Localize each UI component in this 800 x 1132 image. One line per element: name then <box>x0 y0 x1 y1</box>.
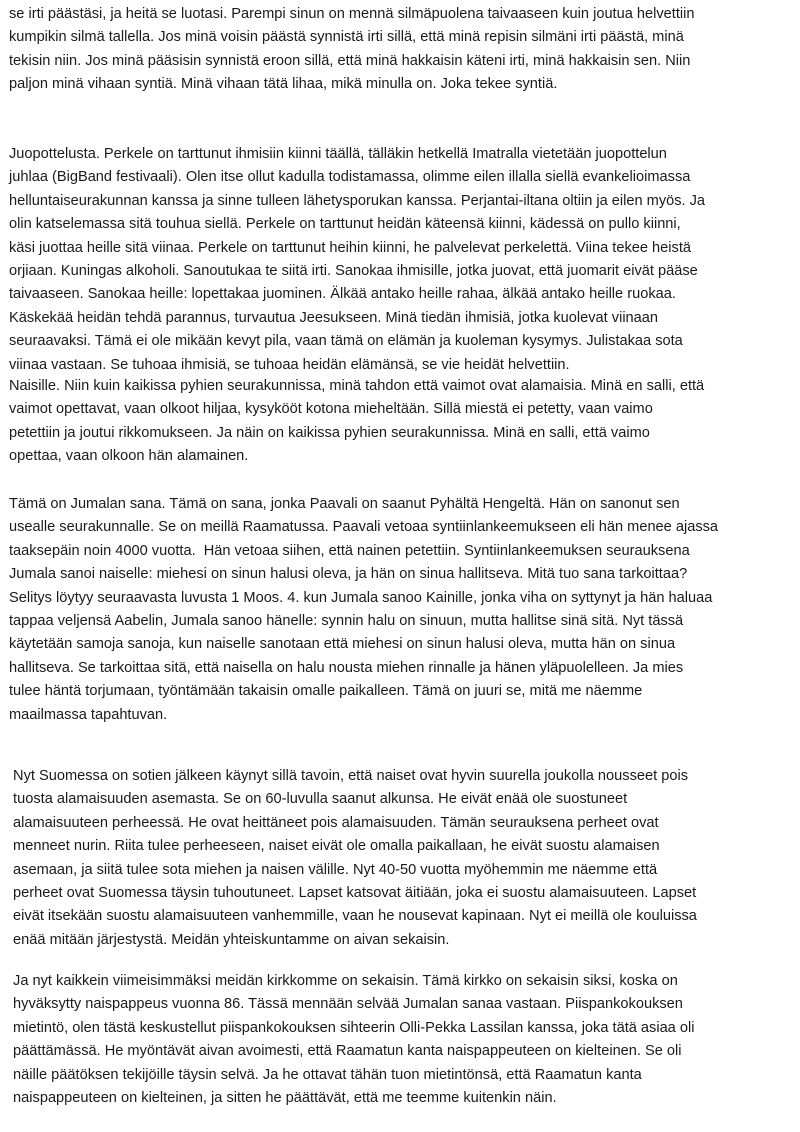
text-line: paljon minä vihaan syntiä. Minä vihaan tätä lihaa, mikä minulla on. Joka tekee syntiä. <box>9 76 558 93</box>
paragraph-word-of-god <box>9 493 718 727</box>
text-line: käsi juottaa heille sitä viinaa. Perkele on tarttunut heihin kiinni, he palvelevat perkelettä. Viina tekee heistä <box>9 239 692 256</box>
paragraph-sin <box>9 3 695 97</box>
text-line: menneet nurin. Riita tulee perheeseen, naiset eivät ole omalla paikallaan, he eivät suostu alamaisen <box>9 838 660 855</box>
text-line: tappaa veljensä Aabelin, Jumala sanoo hänelle: synnin halu on sinuun, mutta hallitse sinä sitä. Nyt tässä <box>9 613 684 630</box>
text-line: hallitseva. Se tarkoittaa sitä, että naisella on halu nousta miehen rinnalle ja hänen yläpuolelleen. Ja mies <box>9 659 684 676</box>
text-line: Ja nyt kaikkein viimeisimmäksi meidän kirkkomme on sekaisin. Tämä kirkko on sekaisin siksi, koska on <box>9 973 678 989</box>
text-line: helluntaiseurakunnan kanssa ja sinne tulleen lähetysporukan kanssa. Perjantai-iltana oltiin ja eilen myös. Ja <box>9 192 706 209</box>
text-line: viinaa vastaan. Se tuhoaa ihmisiä, se tuhoaa heidän elämänsä, se vie heidät helvettiin. <box>9 356 570 373</box>
text-line: asemaan, ja siitä tulee sota miehen ja naisen välille. Nyt 40-50 vuotta myöhemmin me näemme että <box>9 861 658 878</box>
paragraph-church <box>9 970 694 1110</box>
text-line: juhlaa (BigBand festivaali). Olen itse ollut kadulla todistamassa, olimme eilen illalla siellä evankelioimassa <box>9 169 691 186</box>
text-line: Nyt Suomessa on sotien jälkeen käynyt sillä tavoin, että naiset ovat hyvin suurella joukolla nousseet pois <box>9 768 688 784</box>
paragraph-finland <box>9 765 697 952</box>
text-line: Naisille. Niin kuin kaikissa pyhien seurakunnissa, minä tahdon että vaimot ovat alamaisia. Minä en salli, että <box>9 378 705 394</box>
text-line: eivät itsekään suostu alamaisuuteen vanhemmille, vaan he nousevat kapinaan. Nyt ei meillä ole kouluissa <box>9 908 697 925</box>
text-line: vaimot opettavat, vaan olkoot hiljaa, kysykööt kotona mieheltään. Sillä miestä ei petetty, vaan vaimo <box>9 401 653 418</box>
text-line: kumpikin silmä tallella. Jos minä voisin päästä synnistä irti sillä, että minä repisin silmäni irti päästä, minä <box>9 29 684 46</box>
text-line: tuosta alamaisuuden asemasta. Se on 60-luvulla saanut alkunsa. He eivät enää ole suostuneet <box>9 791 628 808</box>
text-line: seuraavaksi. Tämä ei ole mikään kevyt pila, vaan tämä on elämän ja kuoleman kysymys. Julistakaa sota <box>9 333 683 350</box>
text-line: naispappeuteen on kielteinen, ja sitten he päättävät, että me teemme kuitenkin näin. <box>9 1090 557 1107</box>
text-line: taivaaseen. Sanokaa heille: lopettakaa juominen. Älkää antako heille rahaa, älkää antako heille ruokaa. <box>9 286 676 303</box>
text-line: Tämä on Jumalan sana. Tämä on sana, jonka Paavali on saanut Pyhältä Hengeltä. Hän on sanonut sen <box>9 496 680 512</box>
text-line: käytetään samoja sanoja, kun naiselle sanotaan että miehesi on sinun halusi oleva, mutta hän on sinua <box>9 636 676 653</box>
text-line: enää mitään järjestystä. Meidän yhteiskuntamme on aivan sekaisin. <box>9 931 450 948</box>
text-line: hyväksytty naispappeus vuonna 86. Tässä mennään selvää Jumalan sanaa vastaan. Piispankokouksen <box>9 996 683 1013</box>
text-line: Käskekää heidän tehdä parannus, turvautua Jeesukseen. Minä tiedän ihmisiä, jotka kuolevat viinaan <box>9 309 659 326</box>
text-line: usealle seurakunnalle. Se on meillä Raamatussa. Paavali vetoaa syntiinlankeemukseen eli hän menee ajassa <box>9 519 719 536</box>
text-line: Jumala sanoi naiselle: miehesi on sinun halusi oleva, ja hän on sinua hallitseva. Mitä tuo sana tarkoittaa? <box>9 566 688 583</box>
text-line: näille päätöksen tekijöille täysin selvä. Ja he ottavat tähän tuon mietintönsä, että Raamatun kanta <box>9 1066 642 1083</box>
text-line: opettaa, vaan olkoon hän alamainen. <box>9 448 249 465</box>
paragraph-women <box>9 375 704 469</box>
text-line: päättämässä. He myöntävät aivan avoimesti, että Raamatun kanta naispappeuteen on kielteinen. Se oli <box>9 1043 682 1060</box>
text-line: orjiaan. Kuningas alkoholi. Sanoutukaa te siitä irti. Sanokaa ihmisille, jotka juovat, että juomarit eivät pääse <box>9 263 698 280</box>
text-line: se irti päästäsi, ja heitä se luotasi. Parempi sinun on mennä silmäpuolena taivaaseen kuin joutua helvettiin <box>9 6 695 22</box>
text-line: tekisin niin. Jos minä pääsisin synnistä eroon sillä, että minä hakkaisin käteni irti, minä hakkaisin sen. Niin <box>9 52 691 69</box>
text-line: alamaisuuteen perheessä. He ovat heittäneet pois alamaisuuden. Tämän seurauksena perheet ovat <box>9 814 659 831</box>
text-line: maailmassa tapahtuvan. <box>9 706 168 723</box>
paragraph-drinking <box>9 143 705 377</box>
text-line: olin katselemassa sitä touhua siellä. Perkele on tarttunut heidän käteensä kiinni, kädessä on pullo kiinni, <box>9 216 681 233</box>
text-line: Juopottelusta. Perkele on tarttunut ihmisiin kiinni täällä, tälläkin hetkellä Imatralla vietetään juopottelun <box>9 146 667 162</box>
text-line: perheet ovat Suomessa täysin tuhoutuneet. Lapset katsovat äitiään, joka ei suostu alamaisuuteen. Lapset <box>9 885 697 902</box>
text-line: taaksepäin noin 4000 vuotta. Hän vetoaa siihen, että nainen petettiin. Syntiinlankeemuksen seurauksena <box>9 542 690 559</box>
text-line: tulee häntä torjumaan, työntämään takaisin omalle paikalleen. Tämä on juuri se, mitä me näemme <box>9 683 643 700</box>
text-line: petettiin ja joutui rikkomukseen. Ja näin on kaikissa pyhien seurakunnissa. Minä en salli, että vaimo <box>9 424 650 441</box>
text-line: mietintö, olen tästä keskustellut piispankokouksen sihteerin Olli-Pekka Lassilan kanssa, joka tätä asiaa oli <box>9 1019 695 1036</box>
text-line: Selitys löytyy seuraavasta luvusta 1 Moos. 4. kun Jumala sanoo Kainille, jonka viha on syttynyt ja hän haluaa <box>9 589 713 606</box>
